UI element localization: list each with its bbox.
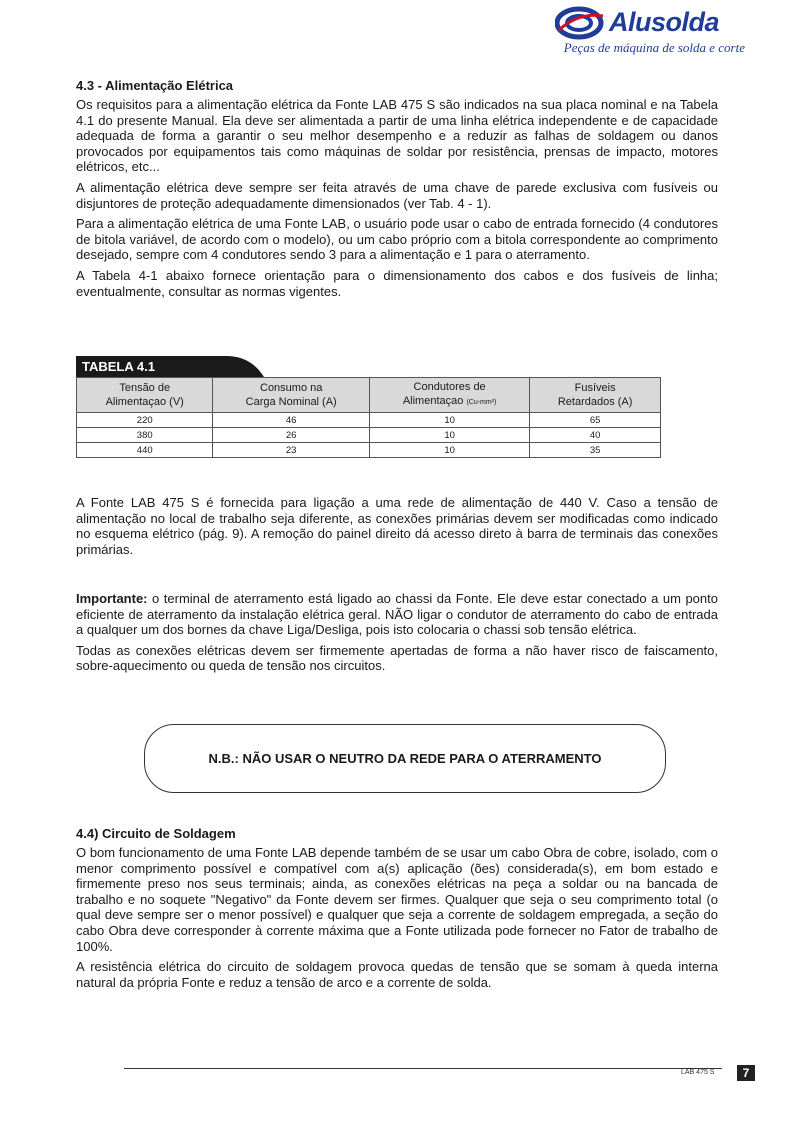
paragraph: A Fonte LAB 475 S é fornecida para ligação a uma rede de alimentação de 440 V. Caso a tensão de alimentação no local de trabalho seja diferente, as conexões primárias devem ser modificadas como indicado no esquema elétrico (pág. 9). A remoção do painel direito dá acesso direto à barra de terminais das conexões primárias. bbox=[76, 495, 718, 557]
section-heading: 4.3 - Alimentação Elétrica bbox=[76, 78, 234, 93]
table-cell: 220 bbox=[77, 413, 213, 428]
column-header: Consumo na Carga Nominal (A) bbox=[213, 378, 370, 413]
table-cell: 380 bbox=[77, 428, 213, 443]
nb-callout-box bbox=[144, 724, 666, 793]
table-row bbox=[77, 443, 661, 458]
section-welding-circuit bbox=[76, 826, 718, 995]
table-cell: 40 bbox=[530, 428, 661, 443]
table-cell: 10 bbox=[369, 413, 529, 428]
table-cell: 65 bbox=[530, 413, 661, 428]
brand-tagline: Peças de máquina de solda e corte bbox=[563, 40, 745, 55]
specs-table bbox=[76, 377, 661, 458]
table-header-row bbox=[77, 378, 661, 413]
important-note bbox=[76, 591, 718, 679]
column-header: Condutores de Alimentaçao (Cu-mm²) bbox=[369, 378, 529, 413]
brand-logo bbox=[555, 6, 745, 58]
table-row bbox=[77, 428, 661, 443]
paragraph: Para a alimentação elétrica de uma Fonte LAB, o usuário pode usar o cabo de entrada fornecido (4 condutores de bitola variável, de acordo com o modelo), ou um cabo próprio com a bitola correspondente ao comprimento desejado, sempre com 4 condutores sendo 3 para a alimentação e 1 para o aterramento. bbox=[76, 216, 718, 263]
column-header: Tensão de Alimentaçao (V) bbox=[77, 378, 213, 413]
table-cell: 35 bbox=[530, 443, 661, 458]
page-number: 7 bbox=[737, 1065, 755, 1081]
paragraph bbox=[76, 591, 718, 638]
section-power-supply bbox=[76, 78, 718, 304]
paragraph: A Tabela 4-1 abaixo fornece orientação para o dimensionamento dos cabos e dos fusíveis de linha; eventualmente, consultar as normas vigentes. bbox=[76, 267, 718, 299]
nb-text: N.B.: NÃO USAR O NEUTRO DA REDE PARA O ATERRAMENTO bbox=[208, 751, 602, 766]
table-row bbox=[77, 413, 661, 428]
table-title: TABELA 4.1 bbox=[82, 359, 155, 374]
paragraph: O bom funcionamento de uma Fonte LAB depende também de se usar um cabo Obra de cobre, isolado, com o menor comprimento possível e compatível com a(s) aplicação (ões) considerada(s), em bom estado e firmemente preso nos seus terminais; ainda, as conexões elétricas na peça a soldar ou na bancada de trabalho e no soquete "Negativo" da Fonte devem ser firmes. Qualquer que seja o seu comprimento total (o qual deve sempre ser o menor possível) e qualquer que seja a corrente de soldagem empregada, a seção do cabo Obra deve corresponder à corrente máxima que a Fonte utilizada pode fornecer no Fator de trabalho de 100%. bbox=[76, 845, 718, 954]
paragraph: Os requisitos para a alimentação elétrica da Fonte LAB 475 S são indicados na sua placa nominal e na Tabela 4.1 do presente Manual. Ela deve ser alimentada a partir de uma linha elétrica independente e de capacidade adequada de forma a garantir o seu melhor desempenho e a reduzir as falhas de soldagem ou danos provocados por equipamentos tais como máquinas de soldar por resistência, prensas de impacto, motores elétricos, etc... bbox=[76, 97, 718, 175]
table-cell: 26 bbox=[213, 428, 370, 443]
paragraph: A resistência elétrica do circuito de soldagem provoca quedas de tensão que se somam à queda interna natural da própria Fonte e reduz a tensão de arco e a corrente de solda. bbox=[76, 959, 718, 990]
table-cell: 46 bbox=[213, 413, 370, 428]
alusolda-swoosh-icon bbox=[555, 6, 607, 40]
table-cell: 10 bbox=[369, 443, 529, 458]
section-heading: 4.4) Circuito de Soldagem bbox=[76, 826, 236, 841]
column-header: Fusíveis Retardados (A) bbox=[530, 378, 661, 413]
supply-voltage-note bbox=[76, 495, 718, 557]
paragraph: A alimentação elétrica deve sempre ser feita através de uma chave de parede exclusiva com fusíveis ou disjuntores de proteção adequadamente dimensionados (ver Tab. 4 - 1). bbox=[76, 179, 718, 211]
table-cell: 10 bbox=[369, 428, 529, 443]
footer-divider bbox=[124, 1068, 722, 1069]
paragraph: Todas as conexões elétricas devem ser firmemente apertadas de forma a não haver risco de faiscamento, sobre-aquecimento ou queda de tensão nos circuitos. bbox=[76, 642, 718, 674]
brand-name: Alusolda bbox=[609, 7, 720, 37]
important-label: Importante: bbox=[76, 591, 148, 606]
table-4-1 bbox=[76, 356, 661, 458]
table-title-tab bbox=[76, 356, 661, 377]
table-cell: 440 bbox=[77, 443, 213, 458]
table-cell: 23 bbox=[213, 443, 370, 458]
footer-model: LAB 475 S bbox=[681, 1069, 715, 1076]
important-text: o terminal de aterramento está ligado ao chassi da Fonte. Ele deve estar conectado a um ponto eficiente de aterramento da instalação elétrica geral. NÃO ligar o condutor de aterramento do cabo de entrada a qualquer um dos bornes da chave Liga/Desliga, pois isto colocaria o chassi sob tensão elétrica. bbox=[76, 591, 718, 638]
